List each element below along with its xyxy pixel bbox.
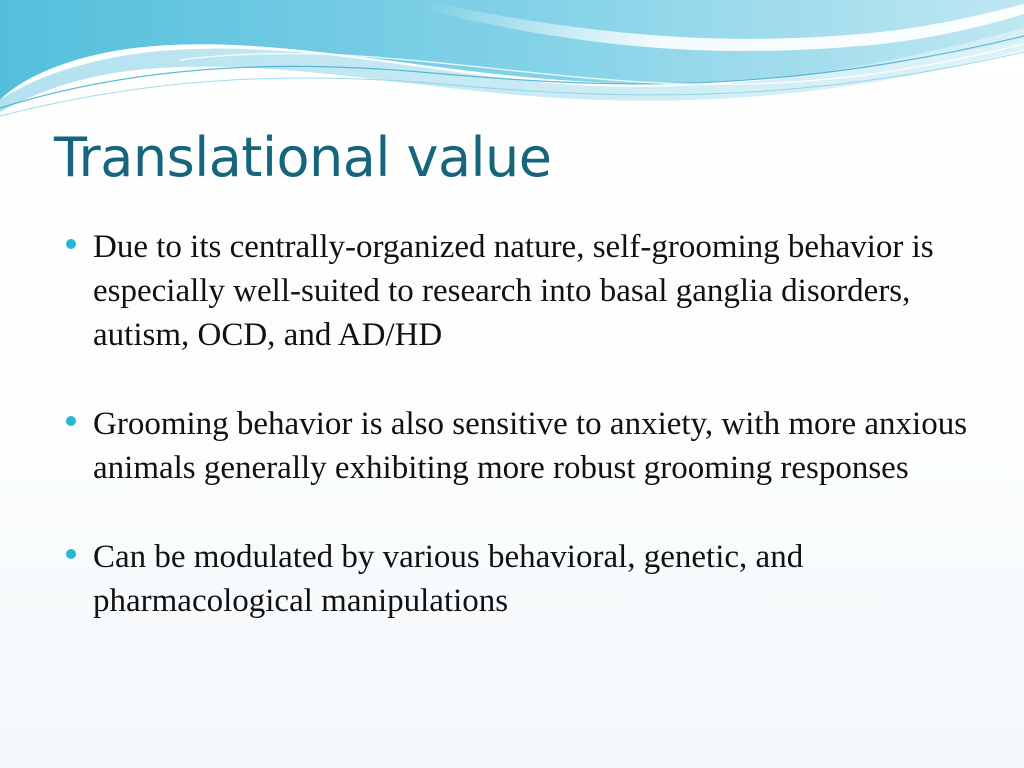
bullet-dot-icon: [66, 239, 76, 249]
slide-title: Translational value: [54, 126, 552, 189]
bullet-item: [62, 225, 974, 357]
bullet-text: Can be modulated by various behavioral, genetic, and pharmacological manipulations: [93, 539, 804, 619]
header-wave-decoration: [0, 0, 1024, 130]
bullet-list: [62, 225, 974, 668]
bullet-text: Due to its centrally-organized nature, self-grooming behavior is especially well-suited to research into basal ganglia disorders, autism, OCD, and AD/HD: [93, 229, 934, 353]
bullet-item: [62, 402, 974, 490]
bullet-text: Grooming behavior is also sensitive to anxiety, with more anxious animals generally exhibiting more robust grooming responses: [93, 406, 968, 486]
bullet-dot-icon: [66, 416, 76, 426]
bullet-item: [62, 535, 974, 623]
bullet-dot-icon: [66, 549, 76, 559]
